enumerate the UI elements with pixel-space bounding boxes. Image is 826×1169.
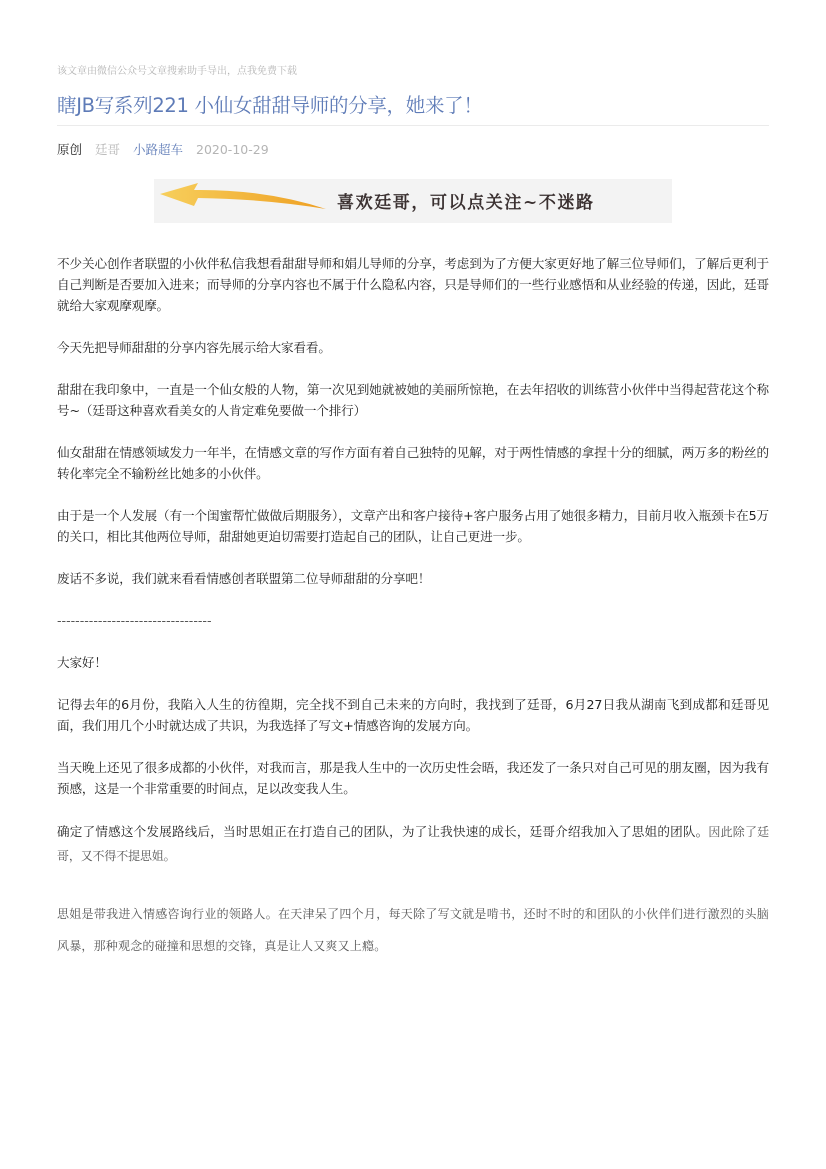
article-title: 瞎JB写系列221 小仙女甜甜导师的分享，她来了！ — [57, 94, 483, 117]
account-name-link[interactable]: 小路超车 — [133, 142, 184, 157]
paragraph-story-2: 当天晚上还见了很多成都的小伙伴，对我而言，那是我人生中的一次历史性会晤，我还发了一条只对自己可见的朋友圈，因为我有预感，这是一个非常重要的时间点，足以改变我人生。 — [57, 760, 769, 796]
paragraph-story-3-main: 确定了情感这个发展路线后，当时思姐正在打造自己的团队，为了让我快速的成长，廷哥介绍我加入了思姐的团队。 — [57, 824, 709, 839]
export-notice-link[interactable]: 该文章由微信公众号文章搜索助手导出，点我免费下载 — [57, 66, 297, 77]
author-name: 廷哥 — [95, 142, 121, 157]
paragraph-bottleneck: 由于是一个人发展（有一个闺蜜帮忙做做后期服务），文章产出和客户接待+客户服务占用了她很多精力，目前月收入瓶颈卡在5万的关口，相比其他两位导师，甜甜她更迫切需要打造起自己的团队，让自己更进一步。 — [57, 508, 769, 544]
paragraph-impression: 甜甜在我印象中，一直是一个仙女般的人物，第一次见到她就被她的美丽所惊艳，在去年招收的训练营小伙伴中当得起营花这个称号~（廷哥这种喜欢看美女的人肯定难免要做一个排行） — [57, 382, 769, 418]
paragraph-sijie: 思姐是带我进入情感咨询行业的领路人。在天津呆了四个月，每天除了写文就是啃书，还时不时的和团队的小伙伴们进行激烈的头脑风暴，那种观念的碰撞和思想的交锋，真是让人又爽又上瘾。 — [57, 907, 769, 953]
paragraph-intro: 不少关心创作者联盟的小伙伴私信我想看甜甜导师和娟儿导师的分享，考虑到为了方便大家更好地了解三位导师们，了解后更利于自己判断是否要加入进来；而导师的分享内容也不属于什么隐私内容，只是导师们的一些行业感悟和从业经验的传递，因此，廷哥就给大家观摩观摩。 — [57, 256, 769, 313]
greeting: 大家好！ — [57, 655, 107, 670]
paragraph-preview: 今天先把导师甜甜的分享内容先展示给大家看看。 — [57, 340, 331, 355]
paragraph-achievement: 仙女甜甜在情感领域发力一年半，在情感文章的写作方面有着自己独特的见解，对于两性情感的拿捏十分的细腻，两万多的粉丝的转化率完全不输粉丝比她多的小伙伴。 — [57, 445, 769, 481]
paragraph-story-3-tail: 因此除了廷哥，又不得不提思姐。 — [57, 825, 769, 863]
banner-text: 喜欢廷哥，可以点关注~不迷路 — [337, 193, 595, 213]
paragraph-story-3 — [57, 820, 769, 868]
title-divider — [57, 125, 769, 126]
article-meta — [57, 140, 278, 158]
original-badge: 原创 — [57, 142, 83, 157]
follow-banner-image — [154, 179, 672, 223]
paragraph-lead-in: 废话不多说，我们就来看看情感创者联盟第二位导师甜甜的分享吧！ — [57, 571, 431, 586]
publish-date: 2020-10-29 — [196, 142, 269, 157]
article-body — [57, 253, 769, 983]
section-divider: ---------------------------------- — [57, 613, 212, 628]
paragraph-story-1: 记得去年的6月份，我陷入人生的彷徨期，完全找不到自己未来的方向时，我找到了廷哥，6月27日我从湖南飞到成都和廷哥见面，我们用几个小时就达成了共识，为我选择了写文+情感咨询的发展方向。 — [57, 697, 769, 733]
